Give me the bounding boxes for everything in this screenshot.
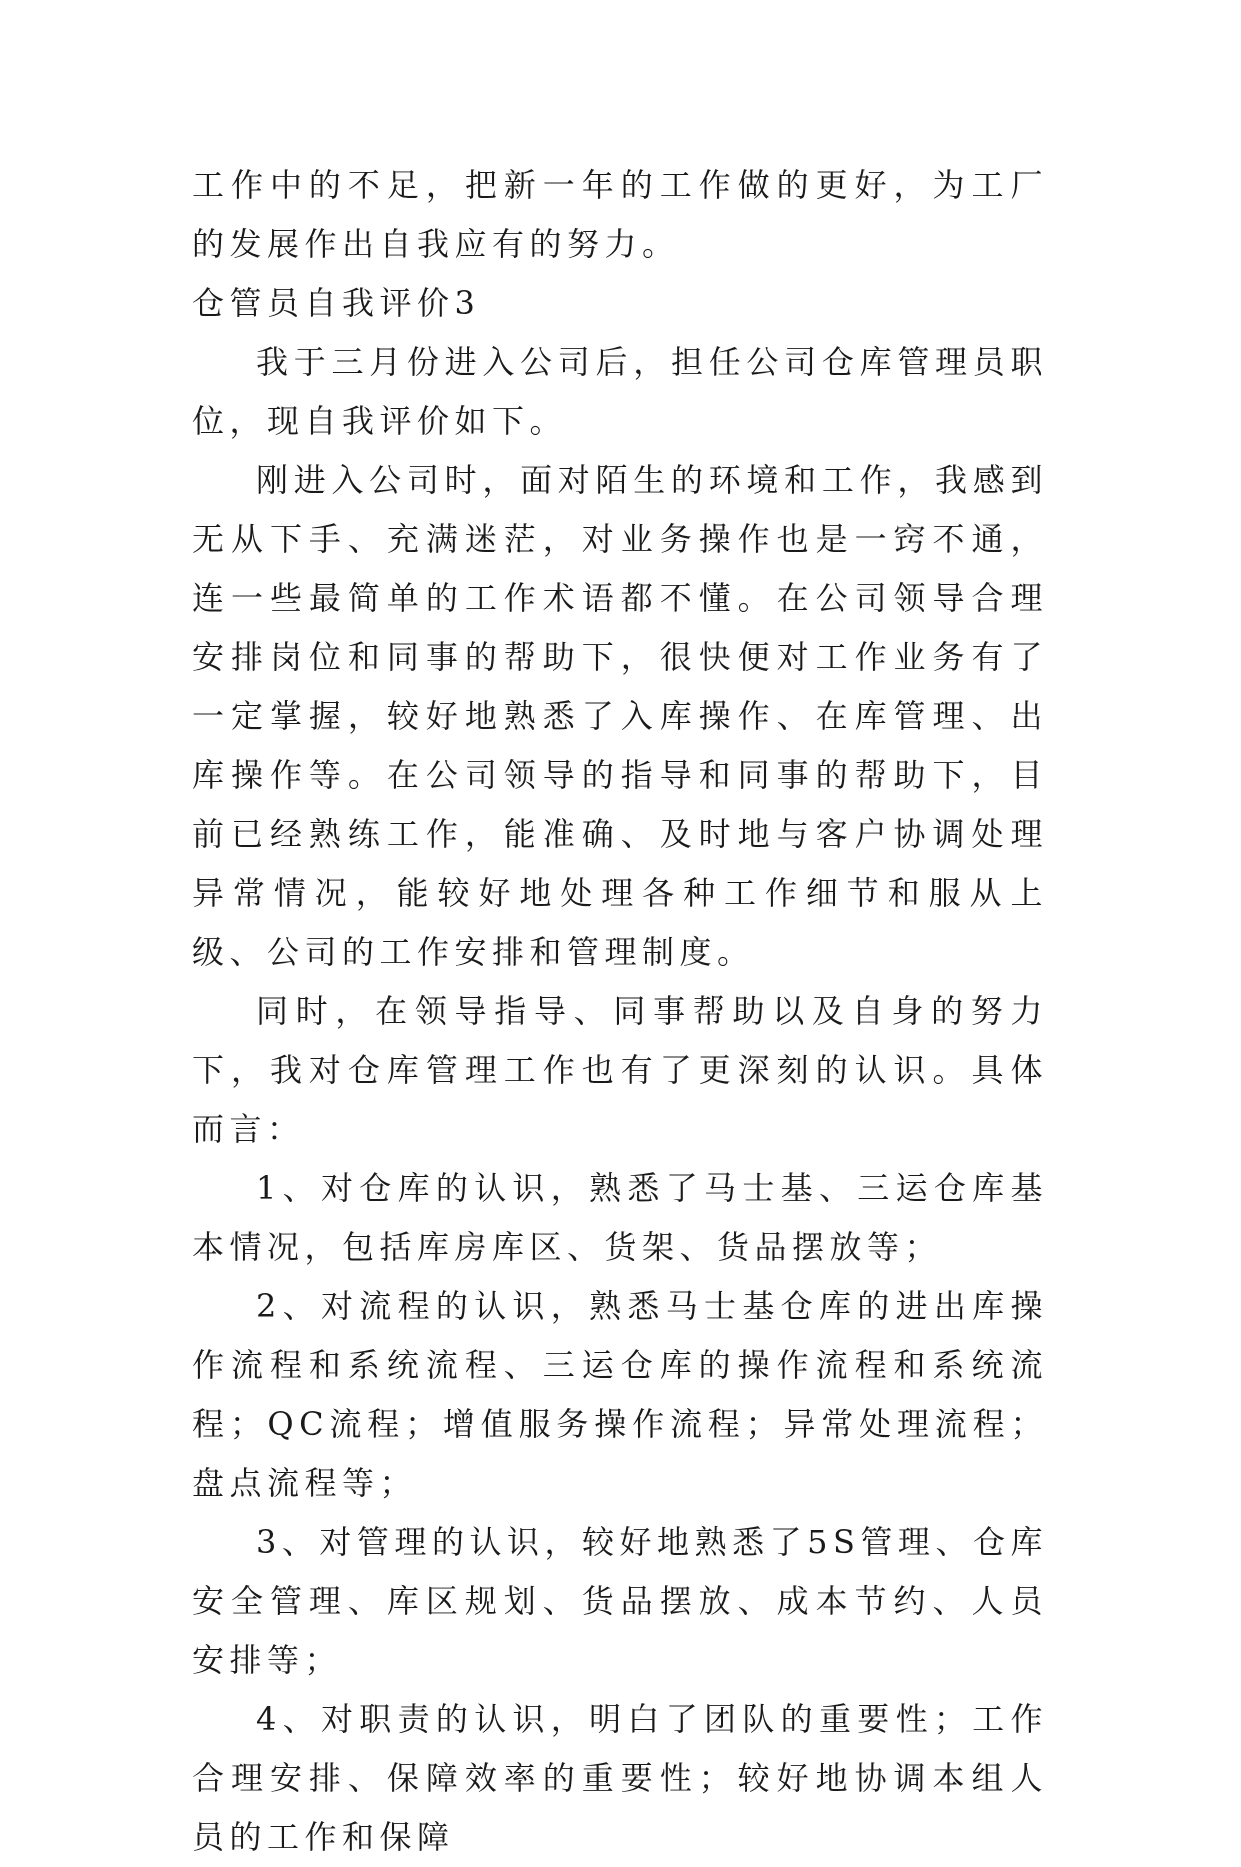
list-item-duty: 4、对职责的认识，明白了团队的重要性；工作合理安排、保障效率的重要性；较好地协调本组人员的工作和保障 (192, 1700, 1048, 1856)
paragraph-experience: 刚进入公司时，面对陌生的环境和工作，我感到无从下手、充满迷茫，对业务操作也是一窍不通，连一些最简单的工作术语都不懂。在公司领导合理安排岗位和同事的帮助下，很快便对工作业务有了一定掌握，较好地熟悉了入库操作、在库管理、出库操作等。在公司领导的指导和同事的帮助下，目前已经熟练工作，能准确、及时地与客户协调处理异常情况，能较好地处理各种工作细节和服从上级、公司的工作安排和管理制度。 (192, 461, 1048, 971)
paragraph-continuation: 工作中的不足，把新一年的工作做的更好，为工厂的发展作出自我应有的努力。 (192, 166, 1048, 263)
list-item-warehouse: 1、对仓库的认识，熟悉了马士基、三运仓库基本情况，包括库房库区、货架、货品摆放等； (192, 1169, 1048, 1266)
list-item-process: 2、对流程的认识，熟悉马士基仓库的进出库操作流程和系统流程、三运仓库的操作流程和系统流程；QC流程；增值服务操作流程；异常处理流程；盘点流程等； (192, 1287, 1048, 1502)
paragraph-intro: 我于三月份进入公司后，担任公司仓库管理员职位，现自我评价如下。 (192, 343, 1048, 440)
list-item-management: 3、对管理的认识，较好地熟悉了5S管理、仓库安全管理、库区规划、货品摆放、成本节约、人员安排等； (192, 1523, 1048, 1679)
document-body (192, 156, 1048, 1867)
paragraph-understanding: 同时，在领导指导、同事帮助以及自身的努力下，我对仓库管理工作也有了更深刻的认识。具体而言： (192, 992, 1048, 1148)
section-heading: 仓管员自我评价3 (192, 284, 481, 322)
